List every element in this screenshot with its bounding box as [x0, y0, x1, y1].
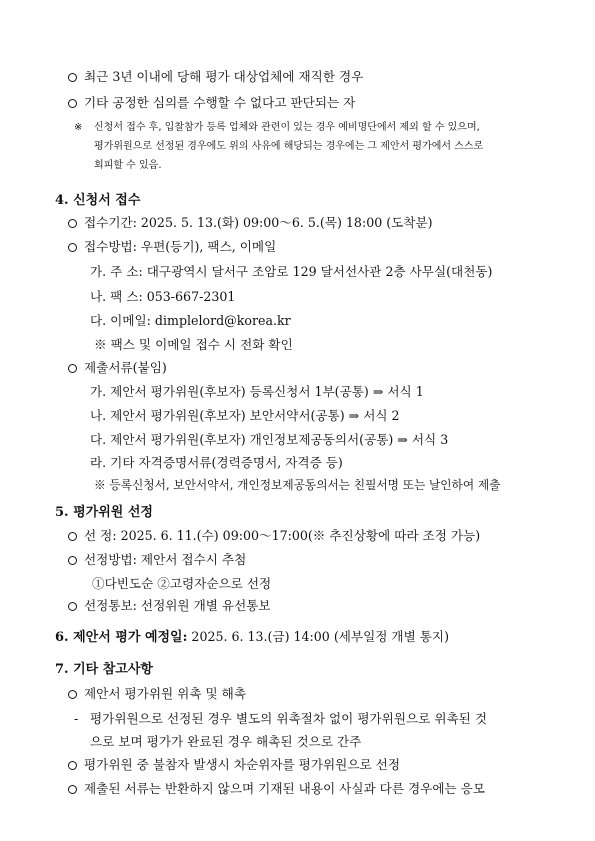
circle-bullet-icon [68, 532, 77, 541]
circle-bullet-icon [68, 243, 77, 252]
circle-bullet-icon [68, 602, 77, 611]
sub-item: 가. 주 소: 대구광역시 달서구 조암로 129 달서선사관 2층 사무실(대천동) [90, 264, 493, 279]
section-heading: 7. 기타 참고사항 [55, 662, 153, 677]
circle-bullet-icon [68, 785, 77, 794]
circle-bullet-icon [68, 364, 77, 373]
list-item: 최근 3년 이내에 당해 평가 대상업체에 재직한 경우 [68, 69, 363, 85]
list-item: 선 정: 2025. 6. 11.(수) 09:00～17:00(※ 추진상황에 따라 조정 가능) [68, 528, 480, 544]
note-mark: ※ [74, 122, 83, 133]
list-item: 접수기간: 2025. 5. 13.(화) 09:00～6. 5.(목) 18:00 (도착분) [68, 215, 433, 231]
list-item: 접수방법: 우편(등기), 팩스, 이메일 [68, 239, 276, 255]
circle-bullet-icon [68, 761, 77, 770]
section-heading: 6. 제안서 평가 예정일: 2025. 6. 13.(금) 14:00 (세부일정 개별 통지) [55, 629, 449, 645]
item-line: 평가위원으로 선정된 경우 별도의 위촉절차 없이 평가위원으로 위촉된 것 [90, 711, 487, 726]
list-item: 평가위원 중 불참자 발생시 차순위자를 평가위원으로 선정 [68, 757, 400, 773]
sub-item: 라. 기타 자격증명서류(경력증명서, 자격증 등) [90, 455, 343, 470]
sub-item: 나. 팩 스: 053-667-2301 [90, 289, 236, 304]
list-item: 제출서류(붙임) [68, 360, 167, 376]
sub-item: ①다빈도순 ②고령자순으로 선정 [92, 576, 272, 591]
note-line: ※ 팩스 및 이메일 접수 시 전화 확인 [94, 337, 293, 352]
sub-item: 가. 제안서 평가위원(후보자) 등록신청서 1부(공통) ⇒ 서식 1 [90, 384, 424, 399]
sub-item: 다. 제안서 평가위원(후보자) 개인정보제공동의서(공통) ⇒ 서식 3 [90, 432, 449, 447]
circle-bullet-icon [68, 99, 77, 108]
section-heading: 4. 신청서 접수 [55, 193, 141, 208]
sub-item: 다. 이메일: dimplelord@korea.kr [90, 313, 291, 328]
note-line: 회피할 수 있음. [94, 160, 162, 171]
list-item: 제안서 평가위원 위촉 및 해촉 [68, 686, 246, 702]
circle-bullet-icon [68, 690, 77, 699]
section-heading: 5. 평가위원 선정 [55, 505, 153, 520]
sub-item: 나. 제안서 평가위원(후보자) 보안서약서(공통) ⇒ 서식 2 [90, 408, 400, 423]
list-item: 선정통보: 선정위원 개별 유선통보 [68, 598, 271, 614]
list-item: 선정방법: 제안서 접수시 추첨 [68, 552, 246, 568]
circle-bullet-icon [68, 219, 77, 228]
note-line: 평가위원으로 선정된 경우에도 위의 사유에 해당되는 경우에는 그 제안서 평가에서 스스로 [94, 141, 484, 152]
item-line: 으로 보며 평가가 완료된 경우 해촉된 것으로 간주 [90, 734, 362, 749]
note-line: ※ 등록신청서, 보안서약서, 개인정보제공동의서는 친필서명 또는 날인하여 제출 [94, 478, 501, 492]
list-item: 제출된 서류는 반환하지 않으며 기재된 내용이 사실과 다른 경우에는 응모 [68, 781, 485, 797]
list-item: 기타 공정한 심의를 수행할 수 없다고 판단되는 자 [68, 95, 355, 111]
circle-bullet-icon [68, 556, 77, 565]
note-line: 신청서 접수 후, 입찰참가 등록 업체와 관련이 있는 경우 예비명단에서 제외 할 수 있으며, [94, 122, 480, 133]
dash-mark: - [74, 711, 79, 726]
circle-bullet-icon [68, 73, 77, 82]
